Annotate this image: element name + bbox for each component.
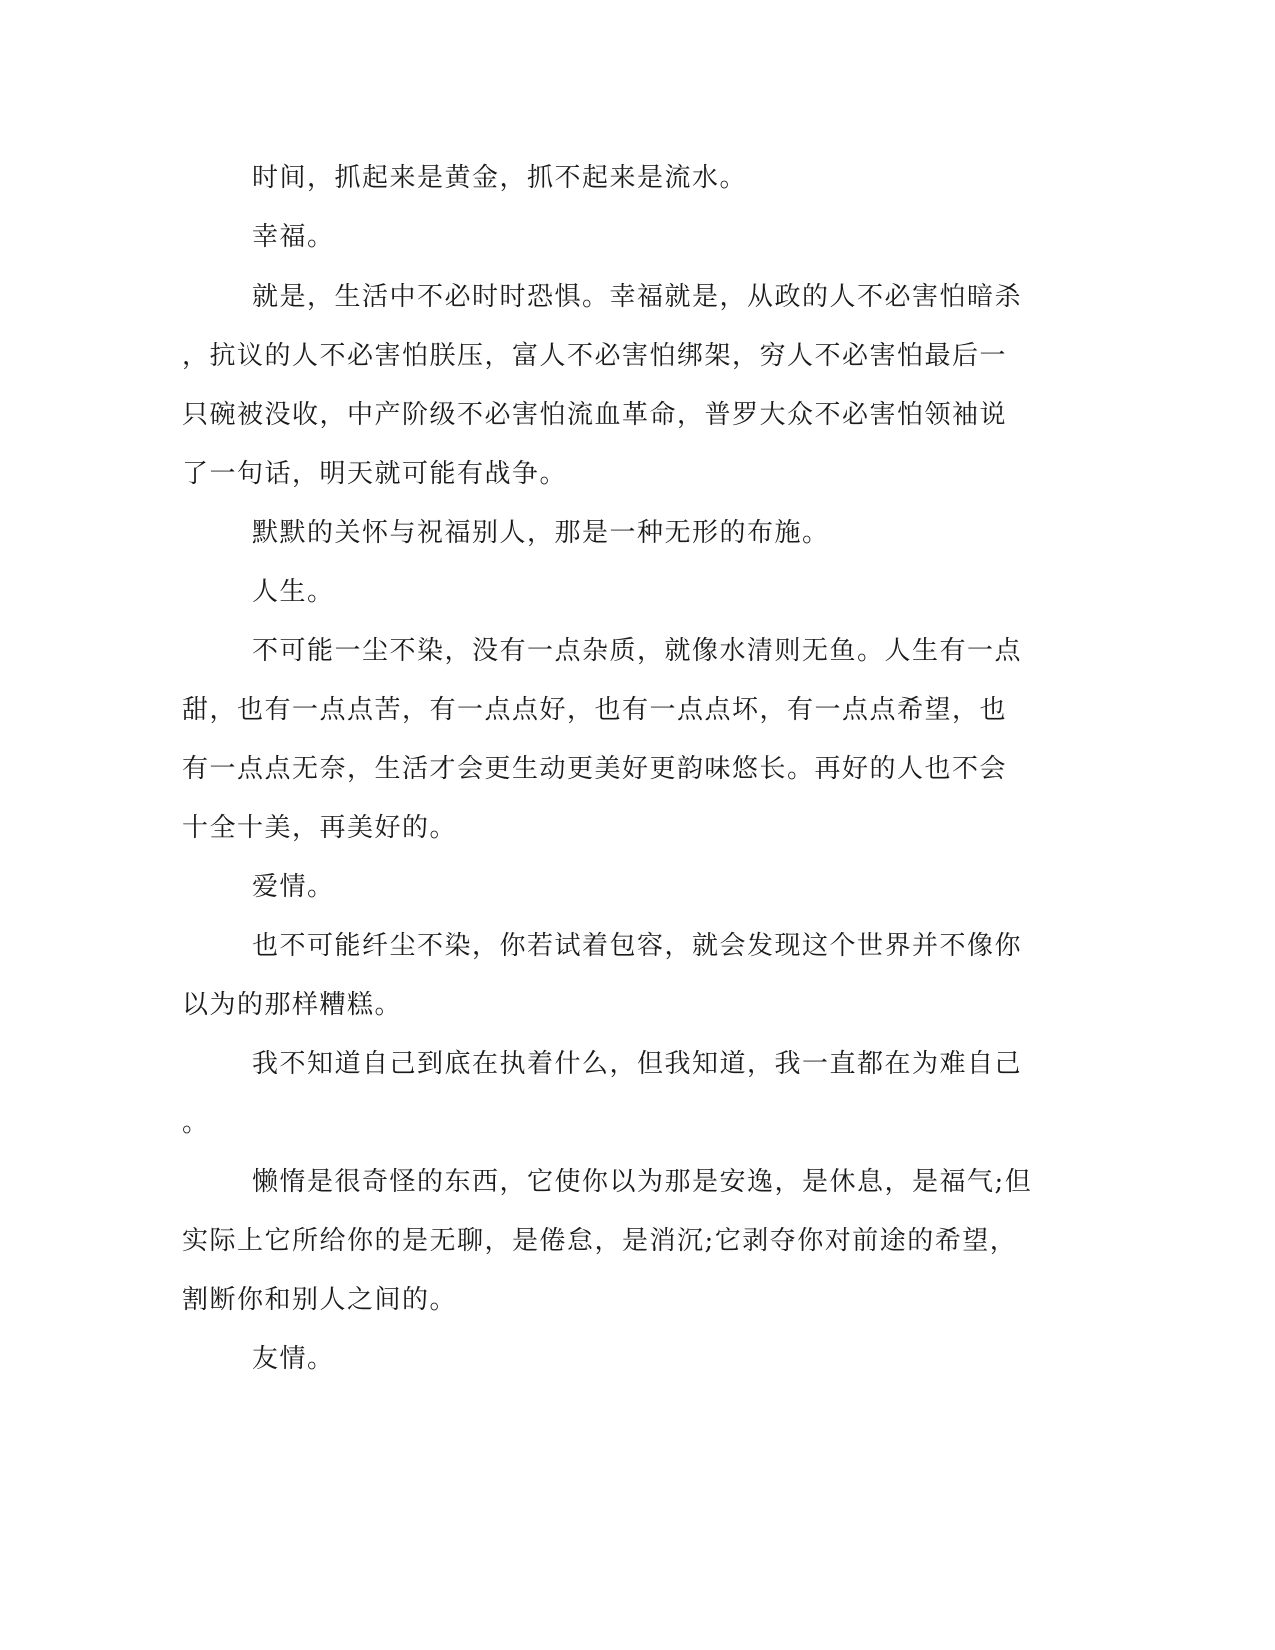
text-line: 我不知道自己到底在执着什么，但我知道，我一直都在为难自己 (252, 1049, 1023, 1079)
text-line: 幸福。 (252, 222, 335, 252)
text-line: 也不可能纤尘不染，你若试着包容，就会发现这个世界并不像你 (252, 931, 1023, 961)
text-line: ，抗议的人不必害怕朕压，富人不必害怕绑架，穷人不必害怕最后一 (182, 341, 1008, 371)
text-line: 时间，抓起来是黄金，抓不起来是流水。 (252, 163, 748, 193)
text-line: 人生。 (252, 577, 335, 607)
text-line: 就是，生活中不必时时恐惧。幸福就是，从政的人不必害怕暗杀 (252, 282, 1023, 312)
text-line: 以为的那样糟糕。 (182, 990, 403, 1020)
text-line: 十全十美，再美好的。 (182, 813, 458, 843)
text-line: 。 (182, 1108, 210, 1138)
text-line: 甜，也有一点点苦，有一点点好，也有一点点坏，有一点点希望，也 (182, 695, 1008, 725)
text-line: 实际上它所给你的是无聊，是倦怠，是消沉;它剥夺你对前途的希望， (182, 1226, 1018, 1256)
text-line: 不可能一尘不染，没有一点杂质，就像水清则无鱼。人生有一点 (252, 636, 1023, 666)
text-line: 友情。 (252, 1344, 335, 1374)
text-line: 了一句话，明天就可能有战争。 (182, 459, 568, 489)
text-line: 爱情。 (252, 872, 335, 902)
text-line: 割断你和别人之间的。 (182, 1285, 458, 1315)
text-line: 默默的关怀与祝福别人，那是一种无形的布施。 (252, 518, 830, 548)
text-line: 只碗被没收，中产阶级不必害怕流血革命，普罗大众不必害怕领袖说 (182, 400, 1008, 430)
text-line: 懒惰是很奇怪的东西，它使你以为那是安逸，是休息，是福气;但 (252, 1167, 1033, 1197)
text-line: 有一点点无奈，生活才会更生动更美好更韵味悠长。再好的人也不会 (182, 754, 1008, 784)
